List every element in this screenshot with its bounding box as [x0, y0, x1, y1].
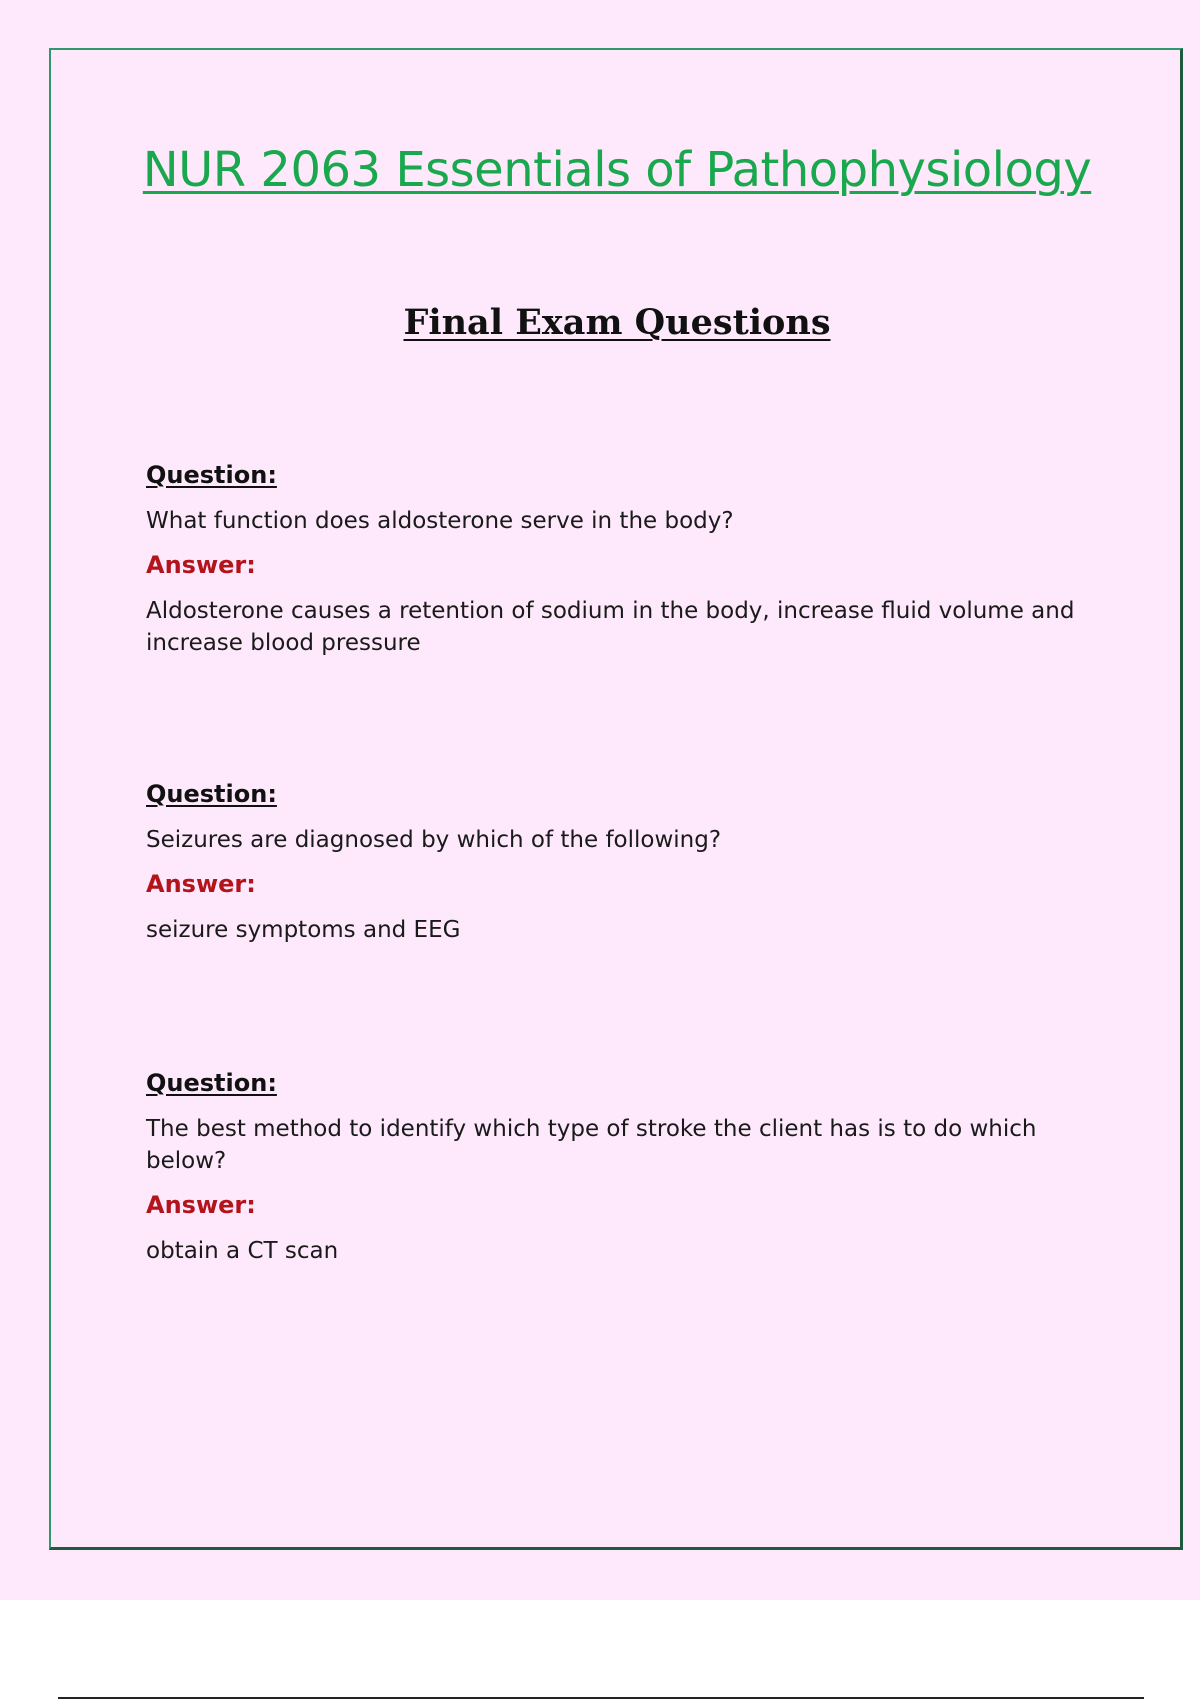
qa-block-3 — [146, 1067, 1096, 1267]
answer-label: Answer: — [146, 870, 256, 898]
answer-text: seizure symptoms and EEG — [146, 917, 461, 943]
question-label: Question: — [146, 1069, 277, 1097]
question-label: Question: — [146, 780, 277, 808]
question-text: Seizures are diagnosed by which of the following? — [146, 827, 722, 853]
answer-label: Answer: — [146, 1191, 256, 1219]
answer-text: Aldosterone causes a retention of sodium in the body, increase fluid volume and increase blood pressure — [146, 598, 1075, 656]
qa-block-2 — [146, 778, 1096, 946]
question-text: The best method to identify which type of stroke the client has is to do which below? — [146, 1116, 1037, 1174]
document-title: NUR 2063 Essentials of Pathophysiology — [142, 142, 1092, 198]
qa-block-1 — [146, 459, 1096, 659]
question-text: What function does aldosterone serve in the body? — [146, 508, 734, 534]
question-label: Question: — [146, 461, 277, 489]
answer-text: obtain a CT scan — [146, 1238, 339, 1264]
answer-label: Answer: — [146, 551, 256, 579]
footer-divider — [58, 1697, 1144, 1699]
document-subtitle: Final Exam Questions — [403, 302, 831, 343]
